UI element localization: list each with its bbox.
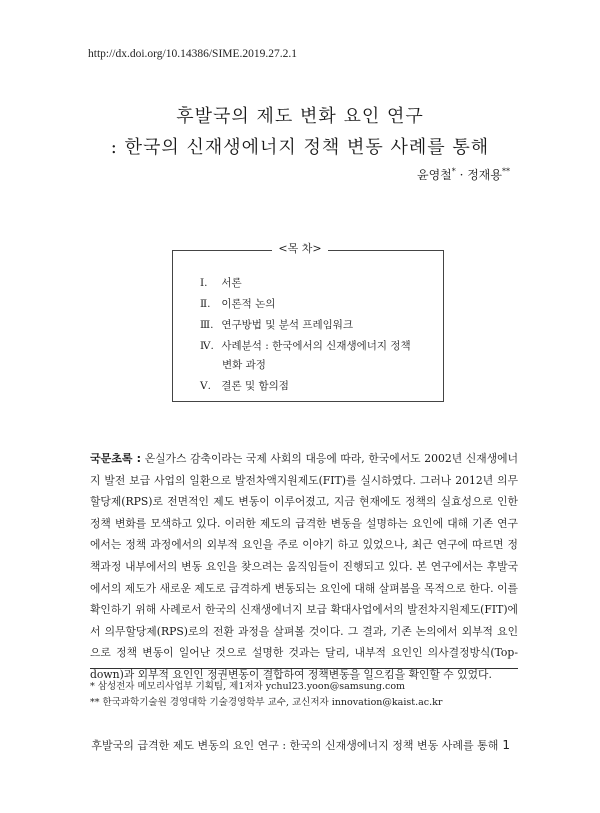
footnote-1: * 삼성전자 메모리사업부 기획팀, 제1저자 ychul23.yoon@samsung.com <box>90 681 406 692</box>
author-separator: · <box>455 168 468 182</box>
toc-heading-text: <목 차> <box>272 242 327 255</box>
author-line <box>417 166 510 183</box>
page-number: 1 <box>502 738 510 752</box>
toc-item-text: 사례분석 : 한국에서의 신재생에너지 정책 <box>221 340 411 352</box>
author-2: 정재용 <box>467 168 502 182</box>
abstract-label: 국문초록 : <box>90 452 141 465</box>
toc-item-number: Ⅰ. <box>200 277 208 289</box>
toc-item-number: Ⅴ. <box>200 380 211 392</box>
toc-heading <box>0 240 600 256</box>
toc-item-text: 결론 및 함의점 <box>221 380 289 392</box>
korean-abstract <box>90 448 518 686</box>
running-footer-title: 후발국의 급격한 제도 변동의 요인 연구 : 한국의 신재생에너지 정책 변동 사례를 통해 <box>91 739 499 752</box>
paper-title-line-1: 후발국의 제도 변화 요인 연구 <box>176 106 424 127</box>
toc-item <box>200 296 275 311</box>
abstract-body: 온실가스 감축이라는 국제 사회의 대응에 따라, 한국에서도 2002년 신재생에너지 발전 보급 사업의 일환으로 발전차액지원제도(FIT)를 실시하였다. 그러나 2012년 의무할당제(RPS)로 전면적인 제도 변동이 이루어졌고, 지금 현재에도 정책의 실효성으로 인한 정책 변화를 모색하고 있다. 이러한 제도의 급격한 변동을 설명하는 요인에 대해 기존 연구에서는 정책 과정에서의 외부적 요인을 주로 이야기 하고 있었으나, 최근 연구에 따르면 정책과정 내부에서의 변동 요인을 찾으려는 움직임들이 진행되고 있다. 본 연구에서는 후발국에서의 제도가 새로운 제도로 급격하게 변동되는 요인에 대해 살펴봄을 목적으로 한다. 이를 확인하기 위해 사례로서 한국의 신재생에너지 보급 확대사업에서의 발전차지원제도(FIT)에서 의무할당제(RPS)로의 전환 과정을 살펴볼 것이다. 그 결과, 기존 논의에서 외부적 요인으로 정책 변동이 일어난 것으로 설명한 것과는 달리, 내부적 요인인 의사결정방식(Top-down)과 외부적 요인인 정권변동이 결합하여 정책변동을 일으킴을 확인할 수 있었다. <box>90 452 518 681</box>
toc-item <box>222 357 266 372</box>
running-footer <box>91 737 510 753</box>
author-1: 윤영철 <box>416 168 452 182</box>
author-2-mark: ** <box>502 167 510 176</box>
toc-item <box>200 275 242 290</box>
toc-item-text: 연구방법 및 분석 프레임워크 <box>221 319 354 331</box>
toc-item <box>200 378 289 393</box>
author-1-mark: * <box>451 167 456 176</box>
toc-item <box>200 338 411 353</box>
toc-item-number: Ⅲ. <box>200 319 214 331</box>
toc-item-number: Ⅳ. <box>200 340 214 352</box>
footnote-2: ** 한국과학기술원 경영대학 기술경영학부 교수, 교신저자 innovation@kaist.ac.kr <box>90 697 443 708</box>
paper-title-line-2: : 한국의 신재생에너지 정책 변동 사례를 통해 <box>110 137 490 158</box>
toc-item-number: Ⅱ. <box>200 298 211 310</box>
footnote-divider <box>90 668 518 669</box>
doi-link[interactable]: http://dx.doi.org/10.14386/SIME.2019.27.2.1 <box>88 48 298 60</box>
toc-item <box>200 317 353 332</box>
toc-item-text: 서론 <box>221 277 242 289</box>
toc-item-text: 변화 과정 <box>222 359 266 371</box>
toc-item-text: 이론적 논의 <box>221 298 276 310</box>
